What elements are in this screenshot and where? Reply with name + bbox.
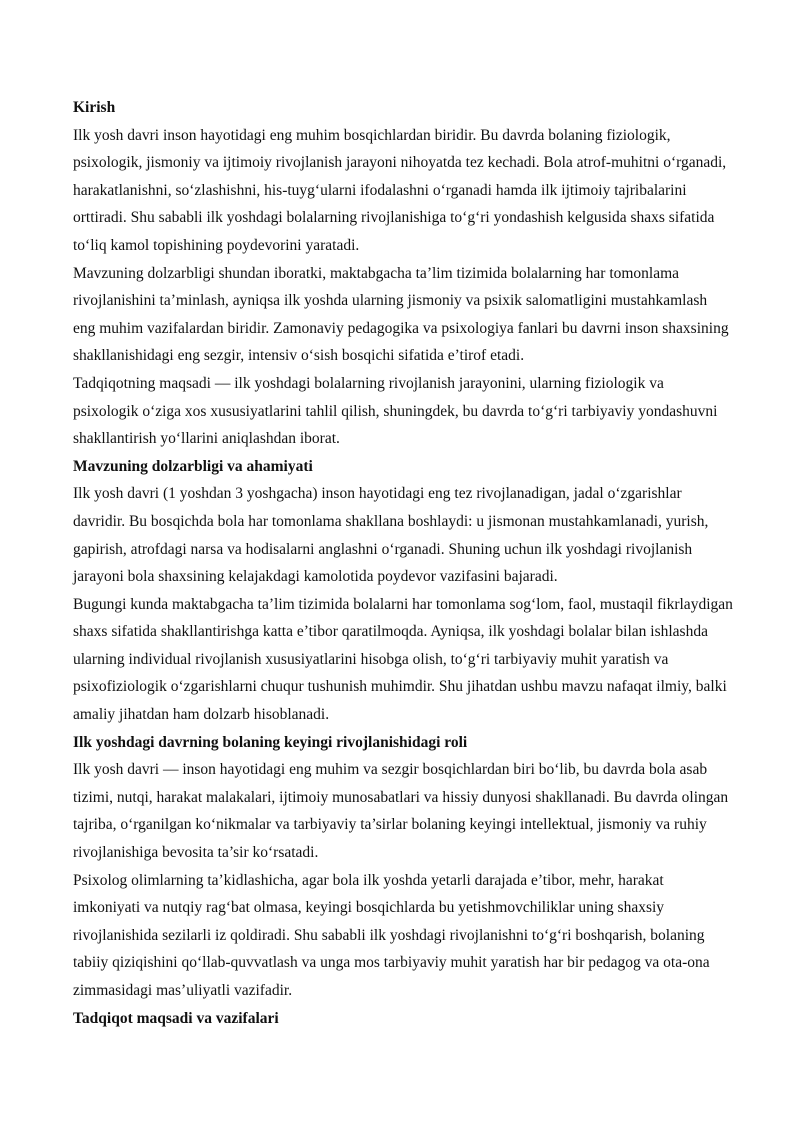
section-heading-kirish: Kirish xyxy=(73,99,116,116)
paragraph: Ilk yosh davri inson hayotidagi eng muhim bosqichlardan biridir. Bu davrda bolaning fiziologik, psixologik, jismoniy va ijtimoiy rivojlanish jarayoni nihoyatda tez kechadi. Bola atrof-muhitni o‘rganadi, harakatlanishni, so‘zlashishni, his-tuyg‘ularni ifodalashni o‘rganadi hamda ilk ijtimoiy tajribalarini orttiradi. Shu sababli ilk yoshdagi bolalarning rivojlanishiga to‘g‘ri yondashish kelgusida shaxs sifatida to‘liq kamol topishining poydevorini yaratadi. xyxy=(73,126,727,254)
paragraph: Bugungi kunda maktabgacha ta’lim tizimida bolalarni har tomonlama sog‘lom, faol, mustaqil fikrlaydigan shaxs sifatida shakllantirishga katta e’tibor qaratilmoqda. Ayniqsa, ilk yoshdagi bolalar bilan ishlashda ularning individual rivojlanish xususiyatlarini hisobga olish, to‘g‘ri tarbiyaviy muhit yaratish va psixofiziologik o‘zgarishlarni chuqur tushunish muhimdir. Shu jihatdan ushbu mavzu nafaqat ilmiy, balki amaliy jihatdan ham dolzarb hisoblanadi. xyxy=(73,595,733,724)
paragraph: Mavzuning dolzarbligi shundan iboratki, maktabgacha ta’lim tizimida bolalarning har tomonlama rivojlanishini ta’minlash, ayniqsa ilk yoshda ularning jismoniy va psixik salomatligini mustahkamlash eng muhim vazifalardan biridir. Zamonaviy pedagogika va psixologiya fanlari bu davrni inson shaxsining shakllanishidagi eng sezgir, intensiv o‘sish bosqichi sifatida e’tirof etadi. xyxy=(73,264,729,365)
section-heading-roli: Ilk yoshdagi davrning bolaning keyingi rivojlanishidagi roli xyxy=(73,733,468,751)
paragraph: Ilk yosh davri — inson hayotidagi eng muhim va sezgir bosqichlardan biri bo‘lib, bu davrda bola asab tizimi, nutqi, harakat malakalari, ijtimoiy munosabatlari va hissiy dunyosi shakllanadi. Bu davrda olingan tajriba, o‘rganilgan ko‘nikmalar va tarbiyaviy ta’sirlar bolaning keyingi intellektual, jismoniy va ruhiy rivojlanishiga bevosita ta’sir ko‘rsatadi. xyxy=(73,761,729,862)
paragraph: Tadqiqotning maqsadi — ilk yoshdagi bolalarning rivojlanish jarayonini, ularning fiziologik va psixologik o‘ziga xos xususiyatlarini tahlil qilish, shuningdek, bu davrda to‘g‘ri tarbiyaviy yondashuvni shakllantirish yo‘llarini aniqlashdan iborat. xyxy=(73,374,718,448)
document-page xyxy=(73,94,733,1032)
section-heading-maqsadi: Tadqiqot maqsadi va vazifalari xyxy=(73,1009,279,1027)
paragraph: Ilk yosh davri (1 yoshdan 3 yoshgacha) inson hayotidagi eng tez rivojlanadigan, jadal o‘zgarishlar davridir. Bu bosqichda bola har tomonlama shakllana boshlaydi: u jismonan mustahkamlanadi, yurish, gapirish, atrofdagi narsa va hodisalarni anglashni o‘rganadi. Shuning uchun ilk yoshdagi rivojlanish jarayoni bola shaxsining kelajakdagi kamolotida poydevor vazifasini bajaradi. xyxy=(73,485,709,586)
paragraph: Psixolog olimlarning ta’kidlashicha, agar bola ilk yoshda yetarli darajada e’tibor, mehr, harakat imkoniyati va nutqiy rag‘bat olmasa, keyingi bosqichlarda bu yetishmovchiliklar uning shaxsiy rivojlanishida sezilarli iz qoldiradi. Shu sababli ilk yoshdagi rivojlanishni to‘g‘ri boshqarish, bolaning tabiiy qiziqishini qo‘llab-quvvatlash va unga mos tarbiyaviy muhit yaratish har bir pedagog va ota-ona zimmasidagi mas’uliyatli vazifadir. xyxy=(73,871,710,999)
section-heading-dolzarbligi: Mavzuning dolzarbligi va ahamiyati xyxy=(73,457,313,475)
